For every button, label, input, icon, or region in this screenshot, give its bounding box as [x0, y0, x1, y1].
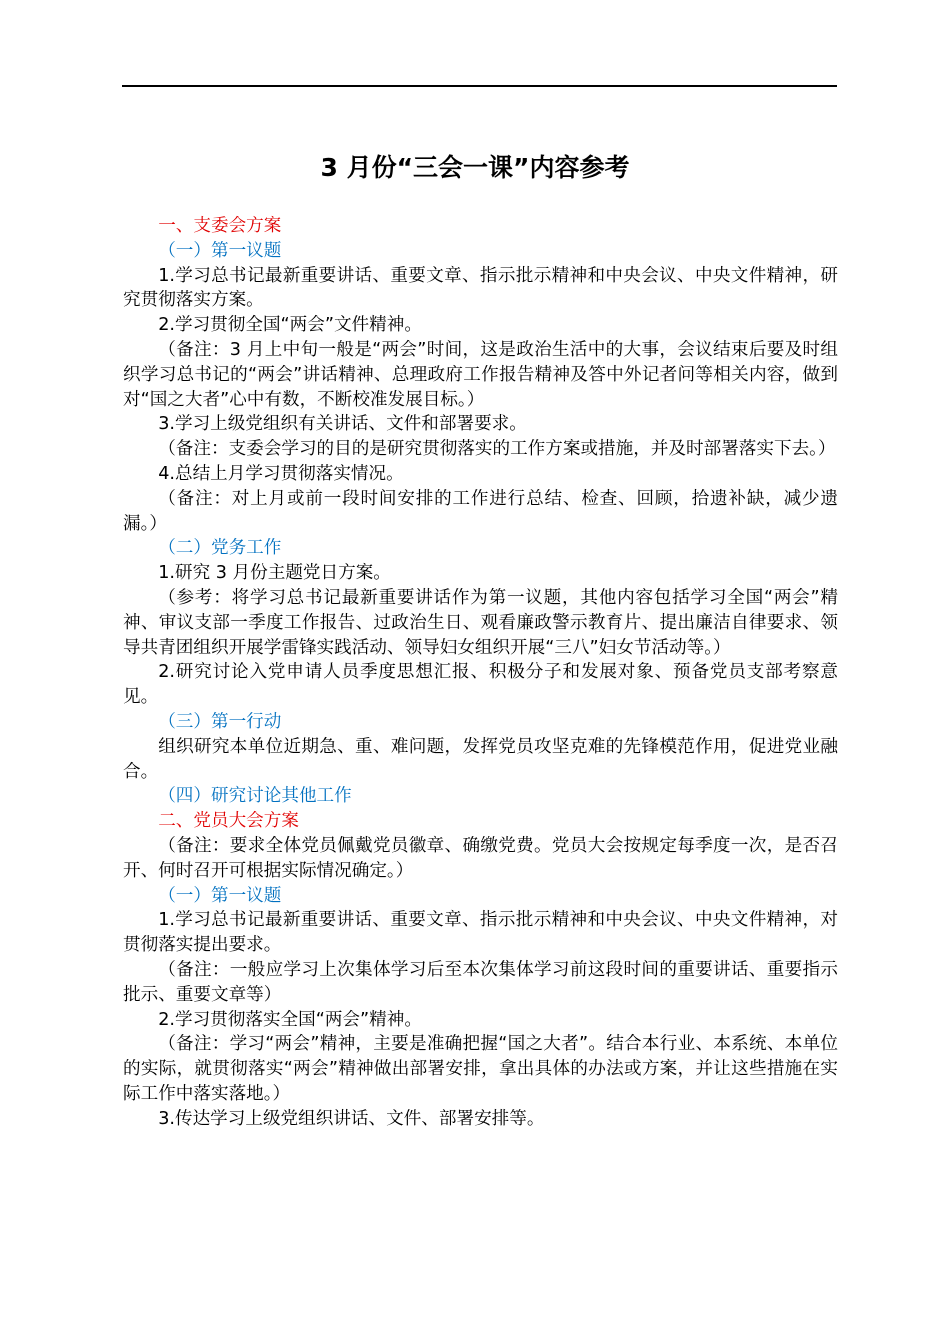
note-paragraph: （备注：要求全体党员佩戴党员徽章、确缴党费。党员大会按规定每季度一次，是否召开、何时召开可根据实际情况确定。） — [123, 835, 838, 881]
subsection-heading: （二）党务工作 — [158, 538, 282, 559]
body-paragraph: 3.传达学习上级党组织讲话、文件、部署安排等。 — [158, 1108, 545, 1129]
note-paragraph: （备注：支委会学习的目的是研究贯彻落实的工作方案或措施，并及时部署落实下去。） — [158, 439, 836, 460]
note-paragraph: （备注：对上月或前一段时间安排的工作进行总结、检查、回顾，拾遗补缺，减少遗漏。） — [123, 488, 838, 534]
body-paragraph: 2.学习贯彻全国“两会”文件精神。 — [158, 315, 422, 336]
body-paragraph: 1.学习总书记最新重要讲话、重要文章、指示批示精神和中央会议、中央文件精神，研究贯彻落实方案。 — [123, 265, 838, 311]
subsection-heading: （一）第一议题 — [158, 885, 282, 906]
subsection-heading: （一）第一议题 — [158, 240, 282, 261]
header-rule — [122, 85, 837, 87]
page-title: 3 月份“三会一课”内容参考 — [320, 153, 630, 182]
body-paragraph: 1.研究 3 月份主题党日方案。 — [158, 563, 391, 584]
subsection-heading: （三）第一行动 — [158, 711, 282, 732]
note-paragraph: （备注：3 月上中旬一般是“两会”时间，这是政治生活中的大事，会议结束后要及时组织学习总书记的“两会”讲话精神、总理政府工作报告精神及答中外记者问等相关内容，做到对“国之大者”心中有数，不断校准发展目标。） — [123, 339, 838, 410]
body-paragraph: 2.研究讨论入党申请人员季度思想汇报、积极分子和发展对象、预备党员支部考察意见。 — [123, 662, 838, 708]
section-heading: 二、党员大会方案 — [158, 811, 299, 832]
body-paragraph: 组织研究本单位近期急、重、难问题，发挥党员攻坚克难的先锋模范作用，促进党业融合。 — [123, 736, 838, 782]
section-heading: 一、支委会方案 — [158, 216, 282, 236]
body-paragraph: 1.学习总书记最新重要讲话、重要文章、指示批示精神和中央会议、中央文件精神，对贯彻落实提出要求。 — [123, 910, 838, 956]
body-paragraph: 3.学习上级党组织有关讲话、文件和部署要求。 — [158, 414, 527, 435]
note-paragraph: （备注：一般应学习上次集体学习后至本次集体学习前这段时间的重要讲话、重要指示批示、重要文章等） — [123, 959, 838, 1005]
body-paragraph: 4.总结上月学习贯彻落实情况。 — [158, 463, 404, 484]
note-paragraph: （参考：将学习总书记最新重要讲话作为第一议题，其他内容包括学习全国“两会”精神、审议支部一季度工作报告、过政治生日、观看廉政警示教育片、提出廉洁自律要求、领导共青团组织开展学雷锋实践活动、领导妇女组织开展“三八”妇女节活动等。） — [123, 587, 838, 658]
document-body — [123, 214, 838, 1131]
subsection-heading: （四）研究讨论其他工作 — [158, 786, 352, 807]
note-paragraph: （备注：学习“两会”精神，主要是准确把握“国之大者”。结合本行业、本系统、本单位的实际，就贯彻落实“两会”精神做出部署安排，拿出具体的办法或方案，并让这些措施在实际工作中落实落地。） — [123, 1034, 838, 1104]
body-paragraph: 2.学习贯彻落实全国“两会”精神。 — [158, 1009, 422, 1030]
